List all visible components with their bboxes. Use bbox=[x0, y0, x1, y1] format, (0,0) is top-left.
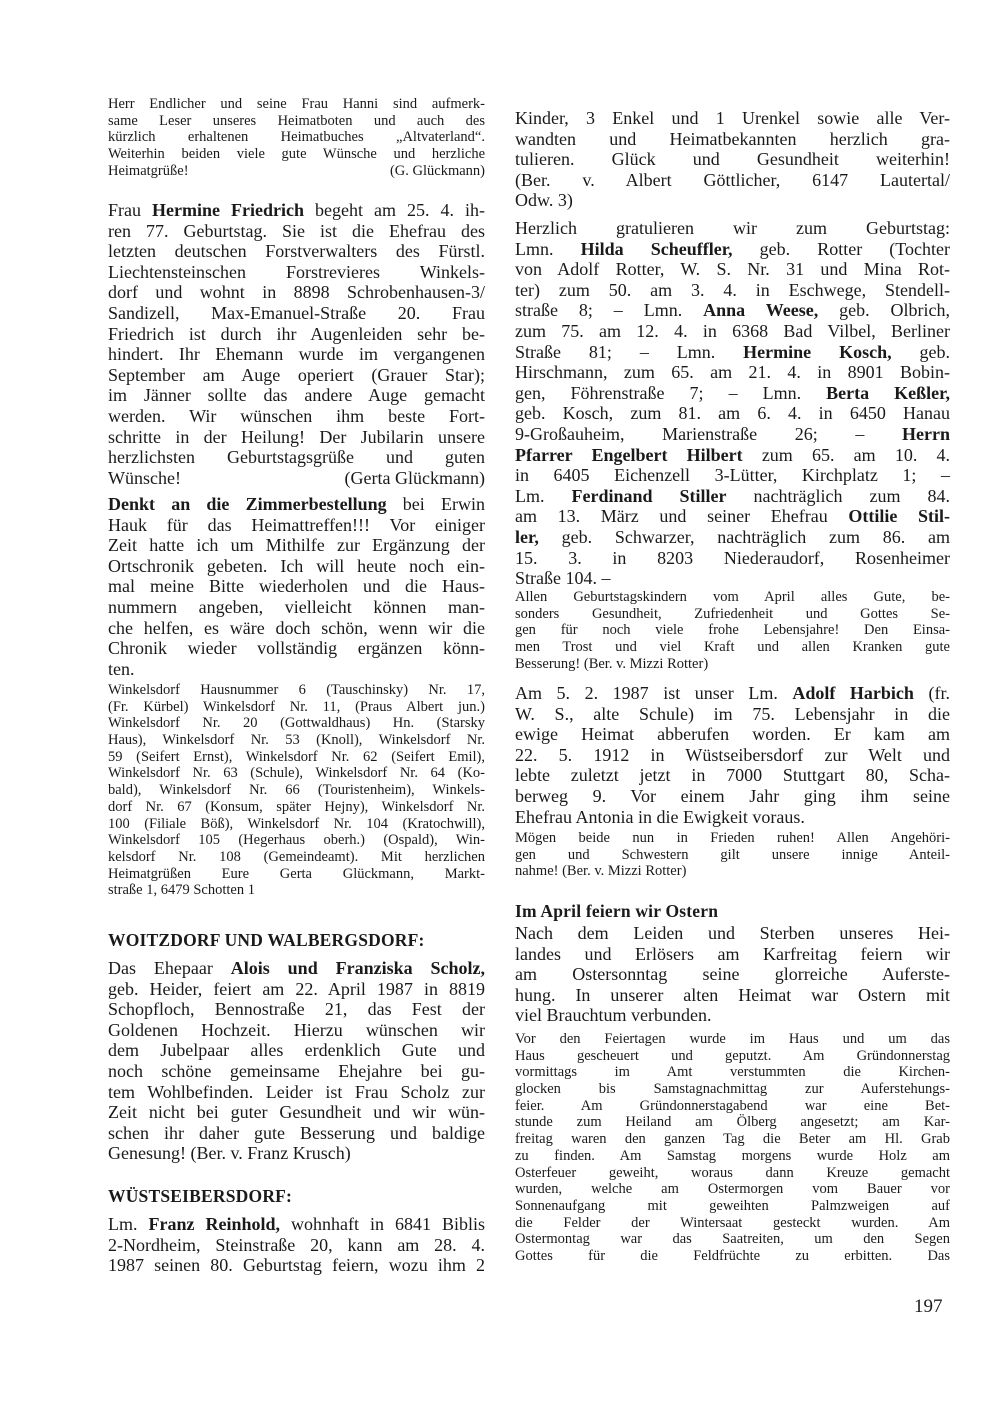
text-line: lebte zuletzt jetzt in 7000 Stuttgart 80, Scha- bbox=[515, 765, 950, 786]
text-line: 9-Großauheim, Marienstraße 26; – Herrn bbox=[515, 423, 950, 444]
bold-name: Herrn bbox=[902, 423, 950, 444]
text-line: Sandizell, Max-Emanuel-Straße 20. Frau bbox=[108, 302, 485, 323]
text-line: geb. Kosch, zum 81. am 6. 4. in 6450 Hanau bbox=[515, 403, 950, 424]
text-line: September am Auge operiert (Grauer Star); bbox=[108, 364, 485, 385]
text-line: 100 (Filiale Böß), Winkelsdorf Nr. 104 (Kratochwill), bbox=[108, 815, 485, 832]
text-line: dem Jubelpaar alles erdenklich Gute und bbox=[108, 1040, 485, 1061]
text-line: dorf Nr. 67 (Konsum, später Hejny), Winkelsdorf Nr. bbox=[108, 798, 485, 815]
section-heading-woitzdorf: WOITZDORF UND WALBERGSDORF: bbox=[108, 930, 425, 950]
text-line: men Trost und viel Kraft und allen Kranken gute bbox=[515, 639, 950, 656]
text-line: 2-Nordheim, Steinstraße 20, kann am 28. 4. bbox=[108, 1234, 485, 1255]
text-line: Frau Hermine Friedrich begeht am 25. 4. ih- bbox=[108, 200, 486, 220]
paragraph-zimmerbestellung bbox=[108, 494, 485, 679]
text-line: Am 5. 2. 1987 ist unser Lm. Adolf Harbich (fr. bbox=[515, 683, 950, 703]
bold-name: Alois und Franziska Scholz, bbox=[230, 958, 486, 978]
bold-name: Ottilie Stil- bbox=[848, 506, 950, 527]
text-line: Herr Endlicher und seine Frau Hanni sind aufmerk- bbox=[108, 96, 485, 112]
paragraph-birthdays bbox=[515, 218, 950, 589]
text-line: nummern angeben, vielleicht können man- bbox=[108, 596, 485, 617]
text-line: landes und Erlösers am Karfreitag feiern wir bbox=[515, 943, 950, 964]
page-number: 197 bbox=[914, 1296, 943, 1317]
text-line: schritte in der Heilung! Der Jubilarin unsere bbox=[108, 426, 485, 447]
text-line: dorf und wohnt in 8898 Schrobenhausen-3/ bbox=[108, 282, 485, 303]
signature: (G. Glückmann) bbox=[389, 162, 485, 179]
text-line: Winkelsdorf Hausnummer 6 (Tauschinsky) Nr. 17, bbox=[108, 682, 485, 698]
text-line: Kinder, 3 Enkel und 1 Urenkel sowie alle Ver- bbox=[515, 108, 950, 128]
text-line: Haus), Winkelsdorf Nr. 53 (Knoll), Winkelsdorf Nr. bbox=[108, 732, 485, 749]
text-line: Chronik wieder vollständig ergänzen könn- bbox=[108, 638, 485, 659]
text-line: schen ihr daher gute Besserung und baldige bbox=[108, 1122, 485, 1143]
text-line: Odw. 3) bbox=[515, 190, 573, 211]
text-line: Genesung! (Ber. v. Franz Krusch) bbox=[108, 1143, 351, 1164]
text-line: hung. In unserer alten Heimat war Ostern mit bbox=[515, 984, 950, 1005]
bold-name: Berta Keßler, bbox=[826, 382, 950, 403]
text-line: ewige Heimat abberufen worden. Er kam am bbox=[515, 724, 950, 745]
text-line: 59 (Seifert Ernst), Winkelsdorf Nr. 62 (Seifert Emil), bbox=[108, 748, 485, 765]
paragraph-hausnummern bbox=[108, 682, 485, 899]
text-line: werden. Wir wünschen ihm beste Fort- bbox=[108, 405, 485, 426]
text-line: same Leser unseres Heimatboten und auch des bbox=[108, 112, 485, 129]
text-line: freitag waren den ganzen Tag die Beter am Hl. Grab bbox=[515, 1131, 950, 1148]
text-line: kelsdorf Nr. 108 (Gemeindeamt). Mit herzlichen bbox=[108, 848, 485, 865]
paragraph-condolences bbox=[515, 830, 950, 880]
text-line: Mögen beide nun in Frieden ruhen! Allen Angehöri- bbox=[515, 830, 950, 846]
text-line: Das Ehepaar Alois und Franziska Scholz, bbox=[108, 958, 486, 978]
text-line: hindert. Ihr Ehemann wurde im vergangenen bbox=[108, 344, 485, 365]
text-line: Wünsche! (Gerta Glückmann) bbox=[108, 467, 485, 488]
bold-name: Pfarrer Engelbert Hilbert bbox=[515, 444, 743, 465]
text-line: Lm. Ferdinand Stiller nachträglich zum 84. bbox=[515, 485, 950, 506]
text-line: Ostermontag war das Saatreiten, um den Segen bbox=[515, 1231, 950, 1248]
paragraph-ostern-intro bbox=[515, 923, 950, 1026]
bold-name: Hermine Friedrich bbox=[152, 200, 304, 220]
text-line: Heimatgrüße! (G. Glückmann) bbox=[108, 162, 485, 179]
text-line: feier. Am Gründonnerstagabend war eine Bet- bbox=[515, 1097, 950, 1114]
text-line: tem Wohlbefinden. Leider ist Frau Scholz zur bbox=[108, 1081, 485, 1102]
paragraph-endlicher bbox=[108, 96, 485, 179]
text-line: gen, Föhrenstraße 7; – Lmn. Berta Keßler, bbox=[515, 382, 950, 403]
text-line: (Fr. Kürbel) Winkelsdorf Nr. 11, (Praus Albert jun.) bbox=[108, 698, 485, 715]
bold-name: Ferdinand Stiller bbox=[571, 485, 727, 506]
text-line: Besserung! (Ber. v. Mizzi Rotter) bbox=[515, 655, 709, 672]
text-line: vormittags im Amt verstummten die Kirchen- bbox=[515, 1064, 950, 1081]
paragraph-scholz bbox=[108, 958, 485, 1164]
text-line: Allen Geburtstagskindern vom April alles Gute, be- bbox=[515, 589, 950, 605]
text-line: Heimatgrüßen Eure Gerta Glückmann, Markt- bbox=[108, 865, 485, 882]
bold-name: Adolf Harbich bbox=[792, 683, 914, 703]
text-line: Goldenen Hochzeit. Hierzu wünschen wir bbox=[108, 1019, 485, 1040]
bold-name: ler, bbox=[515, 526, 539, 547]
text-line: Ortschronik gebeten. Ich will heute noch ein- bbox=[108, 555, 485, 576]
text-line: Herzlich gratulieren wir zum Geburtstag: bbox=[515, 218, 950, 238]
text-line: noch schöne gemeinsame Ehejahre bei gu- bbox=[108, 1060, 485, 1081]
text-line: nahme! (Ber. v. Mizzi Rotter) bbox=[515, 863, 687, 880]
text-line: wandten und Heimatbekannten herzlich gra- bbox=[515, 128, 950, 149]
bold-name: Hilda Scheuffler, bbox=[580, 238, 733, 259]
text-line: letzten deutschen Forstverwalters des Fürstl. bbox=[108, 241, 485, 262]
text-line: gen für noch viele frohe Lebensjahre! Den Einsa- bbox=[515, 622, 950, 639]
text-line: im Jänner sollte das andere Auge gemacht bbox=[108, 385, 485, 406]
text-line: 22. 5. 1912 in Wüstseibersdorf zur Welt und bbox=[515, 744, 950, 765]
bold-name: Anna Weese, bbox=[703, 300, 819, 321]
text-line: Hauk für das Heimattreffen!!! Vor einiger bbox=[108, 514, 485, 535]
text-line: 15. 3. in 8203 Niederaudorf, Rosenheimer bbox=[515, 547, 950, 568]
text-line: Ehefrau Antonia in die Ewigkeit voraus. bbox=[515, 806, 805, 827]
text-line: (Ber. v. Albert Göttlicher, 6147 Lautertal/ bbox=[515, 169, 950, 190]
text-line: stunde zum Heiland am Ölberg angesetzt; am Kar- bbox=[515, 1114, 950, 1131]
text-line: ren 77. Geburtstag. Sie ist die Ehefrau des bbox=[108, 220, 485, 241]
text-line: Pfarrer Engelbert Hilbert zum 65. am 10. 4. bbox=[515, 444, 951, 465]
text-line: Haus gescheuert und geputzt. Am Gründonnerstag bbox=[515, 1047, 950, 1064]
text-line: viel Brauchtum verbunden. bbox=[515, 1005, 712, 1026]
text-line: Sonnenaufgang mit geweihten Palmzweigen auf bbox=[515, 1197, 950, 1214]
text-line: in 6405 Eichenzell 3-Lütter, Kirchplatz 1; – bbox=[515, 465, 950, 486]
text-line: che helfen, es wäre doch schön, wenn wir die bbox=[108, 617, 485, 638]
text-line: Schopfloch, Bennostraße 21, das Fest der bbox=[108, 999, 485, 1020]
text-line: 1987 seinen 80. Geburtstag feiern, wozu ihm 2 bbox=[108, 1255, 485, 1276]
text-line: Nach dem Leiden und Sterben unseres Hei- bbox=[515, 923, 950, 943]
text-line: bald), Winkelsdorf Nr. 66 (Touristenheim), Winkels- bbox=[108, 782, 485, 799]
text-line: Vor den Feiertagen wurde im Haus und um das bbox=[515, 1031, 950, 1047]
text-line: Osterfeuer geweiht, woraus dann Kreuze gemacht bbox=[515, 1164, 950, 1181]
text-line: tulieren. Glück und Gesundheit weiterhin! bbox=[515, 149, 950, 170]
paragraph-harbich-obituary bbox=[515, 683, 950, 827]
text-line: glocken bis Samstagnachmittag zur Auferstehungs- bbox=[515, 1081, 950, 1098]
text-line: Gottes für die Feldfrüchte zu erbitten. Das bbox=[515, 1247, 950, 1264]
text-line: zum 75. am 12. 4. in 6368 Bad Vilbel, Berliner bbox=[515, 320, 950, 341]
text-line: sonders Gesundheit, Zufriedenheit und Gottes Se- bbox=[515, 605, 950, 622]
section-heading-ostern: Im April feiern wir Ostern bbox=[515, 901, 719, 921]
text-line: ten. bbox=[108, 658, 135, 679]
text-line: mal meine Bitte wiederholen und die Haus- bbox=[108, 576, 485, 597]
text-line: berweg 9. Vor einem Jahr ging ihm seine bbox=[515, 785, 950, 806]
signature: (Gerta Glückmann) bbox=[344, 467, 485, 488]
paragraph-hermine-friedrich bbox=[108, 200, 485, 488]
text-line: gen und Schwestern gilt unsere innige Anteil- bbox=[515, 846, 950, 863]
bold-name: Denkt an die Zimmerbestellung bbox=[108, 494, 387, 514]
text-line: zu finden. Am Samstag morgens wurde Holz am bbox=[515, 1147, 950, 1164]
text-line: Hirschmann, zum 65. am 21. 4. in 8901 Bobin- bbox=[515, 362, 950, 383]
text-line: von Adolf Rotter, W. S. Nr. 31 und Mina Rot- bbox=[515, 259, 950, 280]
text-line: ter) zum 50. am 3. 4. in Eschwege, Stendell- bbox=[515, 279, 950, 300]
text-line: Lm. Franz Reinhold, wohnhaft in 6841 Biblis bbox=[108, 1214, 486, 1234]
text-line: Winkelsdorf Nr. 20 (Gottwaldhaus) Hn. (Starsky bbox=[108, 715, 485, 732]
text-line: am Ostersonntag seine glorreiche Auferste- bbox=[515, 964, 950, 985]
text-line: Zeit nicht bei guter Gesundheit und wir wün- bbox=[108, 1102, 485, 1123]
text-line: Weiterhin beiden viele gute Wünsche und herzliche bbox=[108, 146, 485, 163]
text-line: Winkelsdorf 105 (Hegerhaus oberh.) (Ospald), Win- bbox=[108, 832, 485, 849]
paragraph-ostern-brauchtum bbox=[515, 1031, 950, 1265]
text-line: wurden, welche am Ostermorgen vom Bauer vor bbox=[515, 1181, 950, 1198]
text-line: ler, geb. Schwarzer, nachträglich zum 86. am bbox=[515, 526, 950, 547]
bold-name: Franz Reinhold, bbox=[148, 1214, 281, 1234]
text-line: herzlichsten Geburtstagsgrüße und guten bbox=[108, 447, 485, 468]
bold-name: Hermine Kosch, bbox=[743, 341, 892, 362]
text-line: Lmn. Hilda Scheuffler, geb. Rotter (Tochter bbox=[515, 238, 950, 259]
text-line: am 13. März und seiner Ehefrau Ottilie Stil- bbox=[515, 506, 950, 527]
paragraph-continued-greetings bbox=[515, 108, 950, 211]
paragraph-reinhold bbox=[108, 1214, 485, 1276]
text-line: die Felder der Wintersaat gesteckt wurden. Am bbox=[515, 1214, 950, 1231]
text-line: kürzlich erhaltenen Heimatbuches „Altvaterland“. bbox=[108, 129, 485, 146]
text-line: Zeit hatte ich um Mithilfe zur Ergänzung der bbox=[108, 535, 485, 556]
text-line: W. S., alte Schule) im 75. Lebensjahr in die bbox=[515, 703, 950, 724]
section-heading-wuestseibersdorf: WÜSTSEIBERSDORF: bbox=[108, 1186, 293, 1206]
text-line: Straße 104. – bbox=[515, 568, 611, 589]
text-line: Winkelsdorf Nr. 63 (Schule), Winkelsdorf Nr. 64 (Ko- bbox=[108, 765, 485, 782]
text-line: Friedrich ist durch ihr Augenleiden sehr be- bbox=[108, 323, 485, 344]
text-line: straße 8; – Lmn. Anna Weese, geb. Olbrich, bbox=[515, 300, 950, 321]
text-line: straße 1, 6479 Schotten 1 bbox=[108, 882, 255, 899]
text-line: Denkt an die Zimmerbestellung bei Erwin bbox=[108, 494, 485, 514]
text-line: geb. Heider, feiert am 22. April 1987 in 8819 bbox=[108, 978, 485, 999]
paragraph-april-wishes bbox=[515, 589, 950, 672]
text-line: Liechtensteinschen Forstrevieres Winkels- bbox=[108, 261, 485, 282]
text-line: Straße 81; – Lmn. Hermine Kosch, geb. bbox=[515, 341, 950, 362]
